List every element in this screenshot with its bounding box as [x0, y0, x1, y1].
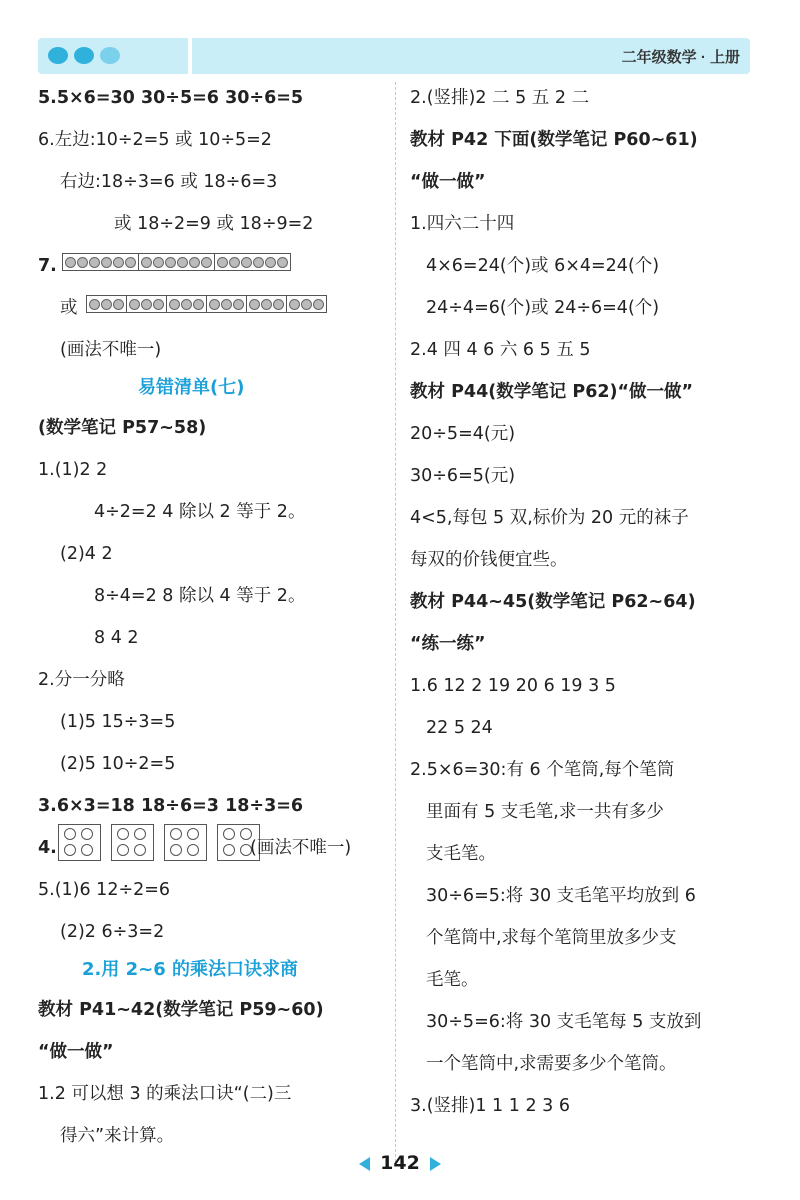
answer-line: 3.(竖排)1 1 1 2 3 6 — [410, 1096, 570, 1116]
reference: 教材 P41~42(数学笔记 P59~60) — [38, 1000, 324, 1020]
reference: 教材 P44(数学笔记 P62)“做一做” — [410, 382, 694, 402]
answer-line: 6.左边:10÷2=5 或 10÷5=2 — [38, 130, 272, 150]
subheading: “练一练” — [410, 634, 486, 654]
answer-line: 24÷4=6(个)或 24÷6=4(个) — [426, 298, 660, 318]
answer-line: 2.分一分略 — [38, 670, 125, 690]
answer-line: 1.6 12 2 19 20 6 19 3 5 — [410, 676, 616, 696]
subheading: “做一做” — [410, 172, 486, 192]
answer-line: (1)5 15÷3=5 — [60, 712, 176, 732]
answer-line: 毛笔。 — [426, 970, 479, 990]
note: (画法不唯一) — [60, 340, 162, 360]
answer-line: 得六”来计算。 — [60, 1126, 175, 1146]
prev-triangle-icon — [359, 1157, 370, 1171]
answer-line: 30÷6=5:将 30 支毛笔平均放到 6 — [426, 886, 696, 906]
answer-line: 3.6×3=18 18÷6=3 18÷3=6 — [38, 796, 304, 816]
header-bar — [38, 38, 750, 74]
answer-line: 每双的价钱便宜些。 — [410, 550, 568, 570]
reference: 教材 P42 下面(数学笔记 P60~61) — [410, 130, 698, 150]
answer-line: (2)5 10÷2=5 — [60, 754, 176, 774]
answer-line: 30÷6=5(元) — [410, 466, 516, 486]
answer-line: 20÷5=4(元) — [410, 424, 516, 444]
answer-line: 1.四六二十四 — [410, 214, 515, 234]
answer-line: (2)4 2 — [60, 544, 113, 564]
answer-line: 2.4 四 4 6 六 6 5 五 5 — [410, 340, 591, 360]
header-separator — [188, 38, 192, 74]
answer-line: 1.2 可以想 3 的乘法口诀“(二)三 — [38, 1084, 292, 1104]
circle-diagram-a — [62, 250, 291, 274]
answer-line: 4×6=24(个)或 6×4=24(个) — [426, 256, 660, 276]
answer-line: 2.5×6=30:有 6 个笔筒,每个笔筒 — [410, 760, 675, 780]
section-title: 2.用 2~6 的乘法口诀求商 — [82, 959, 299, 980]
or-label: 或 — [60, 298, 78, 318]
circle-dot-icon — [48, 47, 68, 64]
answer-line: 里面有 5 支毛笔,求一共有多少 — [426, 802, 664, 822]
answer-line: 8÷4=2 8 除以 4 等于 2。 — [94, 586, 306, 606]
answer-line: 30÷5=6:将 30 支毛笔每 5 支放到 — [426, 1012, 702, 1032]
answer-line: 支毛笔。 — [426, 844, 496, 864]
answer-line: 右边:18÷3=6 或 18÷6=3 — [60, 172, 278, 192]
circle-dot-icon — [100, 47, 120, 64]
answer-line: 4÷2=2 4 除以 2 等于 2。 — [94, 502, 306, 522]
header-dots — [48, 47, 120, 64]
answer-line: 1.(1)2 2 — [38, 460, 108, 480]
answer-line: 一个笔筒中,求需要多少个笔筒。 — [426, 1054, 677, 1074]
answer-line: 22 5 24 — [426, 718, 493, 738]
page-number — [0, 1152, 800, 1174]
answer-line: 7. — [38, 256, 57, 276]
square-diagram — [58, 824, 270, 861]
answer-line: 个笔筒中,求每个笔筒里放多少支 — [426, 928, 677, 948]
reference: (数学笔记 P57~58) — [38, 418, 207, 438]
page-number-text: 142 — [380, 1152, 420, 1174]
answer-line: 8 4 2 — [94, 628, 139, 648]
header-title: 二年级数学 · 上册 — [621, 49, 740, 66]
circle-dot-icon — [74, 47, 94, 64]
next-triangle-icon — [430, 1157, 441, 1171]
note: (画法不唯一) — [250, 838, 352, 858]
answer-line: 2.(竖排)2 二 5 五 2 二 — [410, 88, 590, 108]
answer-line: (2)2 6÷3=2 — [60, 922, 165, 942]
answer-line: 5.(1)6 12÷2=6 — [38, 880, 171, 900]
answer-line: 4. — [38, 838, 57, 858]
section-title: 易错清单(七) — [138, 377, 245, 398]
circle-diagram-b — [86, 292, 327, 316]
answer-line: 或 18÷2=9 或 18÷9=2 — [114, 214, 314, 234]
answer-line: 4<5,每包 5 双,标价为 20 元的袜子 — [410, 508, 689, 528]
reference: 教材 P44~45(数学笔记 P62~64) — [410, 592, 696, 612]
subheading: “做一做” — [38, 1042, 114, 1062]
answer-line: 5.5×6=30 30÷5=6 30÷6=5 — [38, 88, 304, 108]
column-divider — [395, 82, 396, 1162]
